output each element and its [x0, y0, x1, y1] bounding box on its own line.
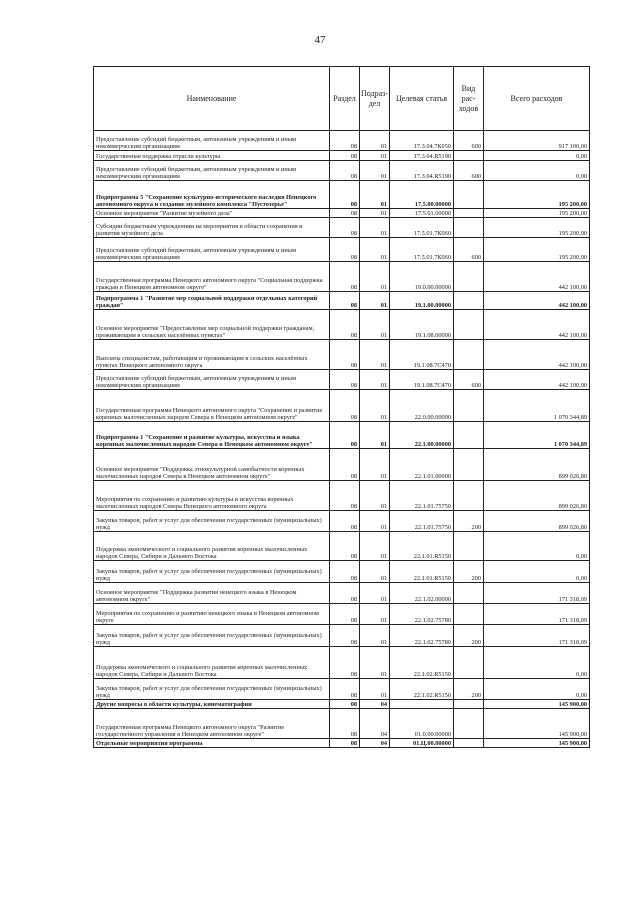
row-amount: 171 318,09 [484, 625, 590, 647]
row-amount: 145 900,00 [484, 700, 590, 709]
table-row [94, 604, 590, 625]
row-celevaya-statya: 22.0.00.00000 [390, 390, 454, 422]
row-razdel: 08 [330, 390, 360, 422]
header-celevaya-statya: Целевая статья [390, 67, 454, 131]
row-celevaya-statya: 17.3.04.7К050 [390, 131, 454, 151]
row-celevaya-statya: 22.1.01.75750 [390, 511, 454, 532]
row-razdel: 08 [330, 310, 360, 340]
row-vid-rashodov: 600 [454, 161, 484, 181]
row-vid-rashodov [454, 292, 484, 310]
header-name: Наименование [94, 67, 330, 131]
table-row [94, 238, 590, 262]
row-razdel: 08 [330, 292, 360, 310]
row-name: Закупка товаров, работ и услуг для обеспечения государственных (муниципальных) нужд [94, 561, 330, 583]
table-row [94, 131, 590, 151]
row-celevaya-statya: 17.5.01.00000 [390, 209, 454, 218]
row-razdel: 08 [330, 422, 360, 449]
row-amount: 0,00 [484, 151, 590, 161]
row-celevaya-statya: 17.5.00.00000 [390, 181, 454, 209]
row-amount: 171 318,09 [484, 583, 590, 604]
row-podrazdel: 04 [360, 700, 390, 709]
table-row [94, 583, 590, 604]
row-amount: 0,00 [484, 161, 590, 181]
table-row [94, 422, 590, 449]
row-amount: 0,00 [484, 532, 590, 561]
row-razdel: 08 [330, 262, 360, 292]
row-vid-rashodov [454, 209, 484, 218]
row-razdel: 08 [330, 739, 360, 748]
header-vsego-rashodov: Всего расходов [484, 67, 590, 131]
row-podrazdel: 01 [360, 532, 390, 561]
row-razdel: 08 [330, 709, 360, 739]
table-row [94, 161, 590, 181]
row-amount: 0,00 [484, 561, 590, 583]
row-podrazdel: 01 [360, 310, 390, 340]
row-name: Основное мероприятие "Развитие музейного дела" [94, 209, 330, 218]
row-podrazdel: 01 [360, 292, 390, 310]
row-name: Государственная программа Ненецкого автономного округа "Развитие государственного управления в Ненецком автономном округе" [94, 709, 330, 739]
row-vid-rashodov [454, 604, 484, 625]
row-podrazdel: 01 [360, 370, 390, 390]
row-razdel: 08 [330, 561, 360, 583]
row-vid-rashodov [454, 262, 484, 292]
table-row [94, 679, 590, 700]
row-name: Предоставление субсидий бюджетным, автономным учреждениям и иным некоммерческим организациям [94, 131, 330, 151]
header-podrazdel: Подраз-дел [360, 67, 390, 131]
row-razdel: 08 [330, 532, 360, 561]
row-celevaya-statya [390, 700, 454, 709]
row-celevaya-statya: 19.1.08.7С470 [390, 370, 454, 390]
row-podrazdel: 01 [360, 625, 390, 647]
row-celevaya-statya: 22.1.01.75750 [390, 481, 454, 511]
row-vid-rashodov: 200 [454, 679, 484, 700]
row-amount: 171 318,09 [484, 604, 590, 625]
row-name: Отдельные мероприятия программы [94, 739, 330, 748]
table-header-row [94, 67, 590, 131]
row-razdel: 08 [330, 340, 360, 370]
row-amount: 899 026,80 [484, 511, 590, 532]
table-row [94, 390, 590, 422]
page-number: 47 [314, 34, 326, 46]
row-celevaya-statya: 17.5.01.7К060 [390, 218, 454, 238]
row-amount: 195 200,00 [484, 218, 590, 238]
table-row [94, 370, 590, 390]
header-razdel: Раздел [330, 67, 360, 131]
row-razdel: 08 [330, 370, 360, 390]
row-razdel: 08 [330, 700, 360, 709]
row-celevaya-statya: 01.0.00.00000 [390, 709, 454, 739]
table-row [94, 625, 590, 647]
table-row [94, 181, 590, 209]
row-vid-rashodov [454, 310, 484, 340]
row-amount: 1 070 344,89 [484, 422, 590, 449]
row-vid-rashodov: 200 [454, 625, 484, 647]
row-name: Поддержка экономического и социального развития коренных малочисленных народов Севера, Сибири и Дальнего Востока [94, 647, 330, 679]
row-amount: 442 100,00 [484, 262, 590, 292]
row-podrazdel: 01 [360, 422, 390, 449]
row-razdel: 08 [330, 625, 360, 647]
row-razdel: 08 [330, 449, 360, 481]
row-amount: 442 100,00 [484, 292, 590, 310]
row-vid-rashodov [454, 422, 484, 449]
table-row [94, 700, 590, 709]
row-amount: 899 026,80 [484, 449, 590, 481]
row-razdel: 08 [330, 511, 360, 532]
row-amount: 899 026,80 [484, 481, 590, 511]
row-razdel: 08 [330, 181, 360, 209]
row-vid-rashodov [454, 739, 484, 748]
row-razdel: 08 [330, 604, 360, 625]
row-amount: 195 200,00 [484, 209, 590, 218]
row-razdel: 08 [330, 161, 360, 181]
table-row [94, 292, 590, 310]
table-row [94, 310, 590, 340]
row-celevaya-statya: 22.1.02.R5150 [390, 679, 454, 700]
row-celevaya-statya: 22.1.02.R5150 [390, 647, 454, 679]
row-razdel: 08 [330, 209, 360, 218]
table-body [94, 131, 590, 748]
row-amount: 145 900,00 [484, 709, 590, 739]
row-name: Закупка товаров, работ и услуг для обеспечения государственных (муниципальных) нужд [94, 679, 330, 700]
row-name: Выплаты специалистам, работающим и проживающим в сельских населённых пунктах Ненецкого автономного округа [94, 340, 330, 370]
row-vid-rashodov [454, 700, 484, 709]
table-row [94, 511, 590, 532]
table-row [94, 218, 590, 238]
row-celevaya-statya: 17.3.04.R5190 [390, 151, 454, 161]
row-podrazdel: 01 [360, 161, 390, 181]
row-name: Основное мероприятие "Предоставление мер социальной поддержки гражданам, проживающим в сельских населённых пунктах" [94, 310, 330, 340]
row-podrazdel: 01 [360, 131, 390, 151]
budget-table [93, 66, 590, 748]
row-amount: 442 100,00 [484, 340, 590, 370]
row-amount: 0,00 [484, 679, 590, 700]
row-razdel: 08 [330, 151, 360, 161]
table-row [94, 647, 590, 679]
row-podrazdel: 01 [360, 511, 390, 532]
row-name: Предоставление субсидий бюджетным, автономным учреждениям и иным некоммерческим организациям [94, 161, 330, 181]
row-name: Основное мероприятие "Поддержка развития ненецкого языка в Ненецком автономном округе" [94, 583, 330, 604]
table-row [94, 449, 590, 481]
row-name: Государственная программа Ненецкого автономного округа "Социальная поддержка граждан в Ненецком автономном округе" [94, 262, 330, 292]
row-celevaya-statya: 22.1.01.00000 [390, 449, 454, 481]
row-vid-rashodov [454, 340, 484, 370]
row-podrazdel: 01 [360, 181, 390, 209]
table-row [94, 209, 590, 218]
row-razdel: 08 [330, 218, 360, 238]
row-vid-rashodov: 600 [454, 238, 484, 262]
row-celevaya-statya: 19.1.08.00000 [390, 310, 454, 340]
row-name: Государственная поддержка отрасли культуры [94, 151, 330, 161]
row-podrazdel: 01 [360, 209, 390, 218]
row-podrazdel: 01 [360, 647, 390, 679]
row-razdel: 08 [330, 647, 360, 679]
row-podrazdel: 01 [360, 604, 390, 625]
row-vid-rashodov: 200 [454, 511, 484, 532]
row-razdel: 08 [330, 238, 360, 262]
row-name: Основное мероприятие "Поддержка этнокультурной самобытности коренных малочисленных народов Севера в Ненецком автономном округе" [94, 449, 330, 481]
row-name: Мероприятия по сохранению и развитию культуры и искусства коренных малочисленных народов Севера Ненецкого автономного округа [94, 481, 330, 511]
row-celevaya-statya: 19.0.00.00000 [390, 262, 454, 292]
row-podrazdel: 01 [360, 583, 390, 604]
row-name: Подпрограмма 1 "Сохранение и развитие культуры, искусства и языка коренных малочисленных народов Севера в Ненецком автономном округе" [94, 422, 330, 449]
table-row [94, 739, 590, 748]
row-razdel: 08 [330, 481, 360, 511]
row-amount: 195 200,00 [484, 181, 590, 209]
row-podrazdel: 01 [360, 340, 390, 370]
row-podrazdel: 01 [360, 218, 390, 238]
row-vid-rashodov [454, 218, 484, 238]
row-name: Закупка товаров, работ и услуг для обеспечения государственных (муниципальных) нужд [94, 511, 330, 532]
row-name: Мероприятия по сохранению и развитию ненецкого языка в Ненецком автономном округе [94, 604, 330, 625]
row-podrazdel: 01 [360, 561, 390, 583]
row-vid-rashodov [454, 449, 484, 481]
row-podrazdel: 01 [360, 449, 390, 481]
table-row [94, 340, 590, 370]
row-celevaya-statya: 22.1.02.75780 [390, 625, 454, 647]
table-row [94, 561, 590, 583]
row-podrazdel: 01 [360, 262, 390, 292]
row-name: Подпрограмма 1 "Развитие мер социальной поддержки отдельных категорий граждан" [94, 292, 330, 310]
row-celevaya-statya: 22.1.02.00000 [390, 583, 454, 604]
row-razdel: 08 [330, 583, 360, 604]
table-row [94, 262, 590, 292]
row-celevaya-statya: 17.5.01.7К060 [390, 238, 454, 262]
row-amount: 0,00 [484, 647, 590, 679]
row-amount: 442 100,00 [484, 370, 590, 390]
row-podrazdel: 01 [360, 679, 390, 700]
row-vid-rashodov [454, 181, 484, 209]
row-celevaya-statya: 17.3.04.R5190 [390, 161, 454, 181]
row-vid-rashodov: 200 [454, 561, 484, 583]
row-podrazdel: 01 [360, 151, 390, 161]
row-vid-rashodov [454, 709, 484, 739]
row-amount: 195 200,00 [484, 238, 590, 262]
row-podrazdel: 01 [360, 390, 390, 422]
row-razdel: 08 [330, 131, 360, 151]
row-podrazdel: 01 [360, 481, 390, 511]
row-vid-rashodov [454, 583, 484, 604]
row-celevaya-statya: 01.Ц.00.00000 [390, 739, 454, 748]
row-name: Предоставление субсидий бюджетным, автономным учреждениям и иным некоммерческим организациям [94, 238, 330, 262]
row-vid-rashodov [454, 390, 484, 422]
table-row [94, 481, 590, 511]
table-row [94, 151, 590, 161]
header-vid-rashodov: Вид рас-ходов [454, 67, 484, 131]
row-vid-rashodov [454, 647, 484, 679]
table-row [94, 709, 590, 739]
row-name: Другие вопросы в области культуры, кинематографии [94, 700, 330, 709]
row-celevaya-statya: 22.1.01.R5150 [390, 532, 454, 561]
row-amount: 1 070 344,89 [484, 390, 590, 422]
row-celevaya-statya: 22.1.00.00000 [390, 422, 454, 449]
row-name: Поддержка экономического и социального развития коренных малочисленных народов Севера, Сибири и Дальнего Востока [94, 532, 330, 561]
row-name: Субсидии бюджетным учреждениям на мероприятия в области сохранения и развития музейного дела [94, 218, 330, 238]
row-razdel: 08 [330, 679, 360, 700]
row-celevaya-statya: 22.1.02.75780 [390, 604, 454, 625]
row-name: Предоставление субсидий бюджетным, автономным учреждениям и иным некоммерческим организациям [94, 370, 330, 390]
row-podrazdel: 04 [360, 739, 390, 748]
table-row [94, 532, 590, 561]
row-amount: 917 100,00 [484, 131, 590, 151]
row-celevaya-statya: 22.1.01.R5150 [390, 561, 454, 583]
row-podrazdel: 04 [360, 709, 390, 739]
row-name: Закупка товаров, работ и услуг для обеспечения государственных (муниципальных) нужд [94, 625, 330, 647]
row-amount: 145 900,00 [484, 739, 590, 748]
row-name: Государственная программа Ненецкого автономного округа "Сохранение и развитие коренных малочисленных народов Севера в Ненецком автономном округе" [94, 390, 330, 422]
row-vid-rashodov [454, 532, 484, 561]
row-celevaya-statya: 19.1.08.7С470 [390, 340, 454, 370]
row-name: Подпрограмма 5 "Сохранение культурно-исторического наследия Ненецкого автономного округа и создание музейного комплекса "Пустозерье" [94, 181, 330, 209]
row-vid-rashodov [454, 481, 484, 511]
row-amount: 442 100,00 [484, 310, 590, 340]
row-vid-rashodov: 600 [454, 370, 484, 390]
row-vid-rashodov: 600 [454, 131, 484, 151]
row-celevaya-statya: 19.1.00.00000 [390, 292, 454, 310]
row-podrazdel: 01 [360, 238, 390, 262]
row-vid-rashodov [454, 151, 484, 161]
